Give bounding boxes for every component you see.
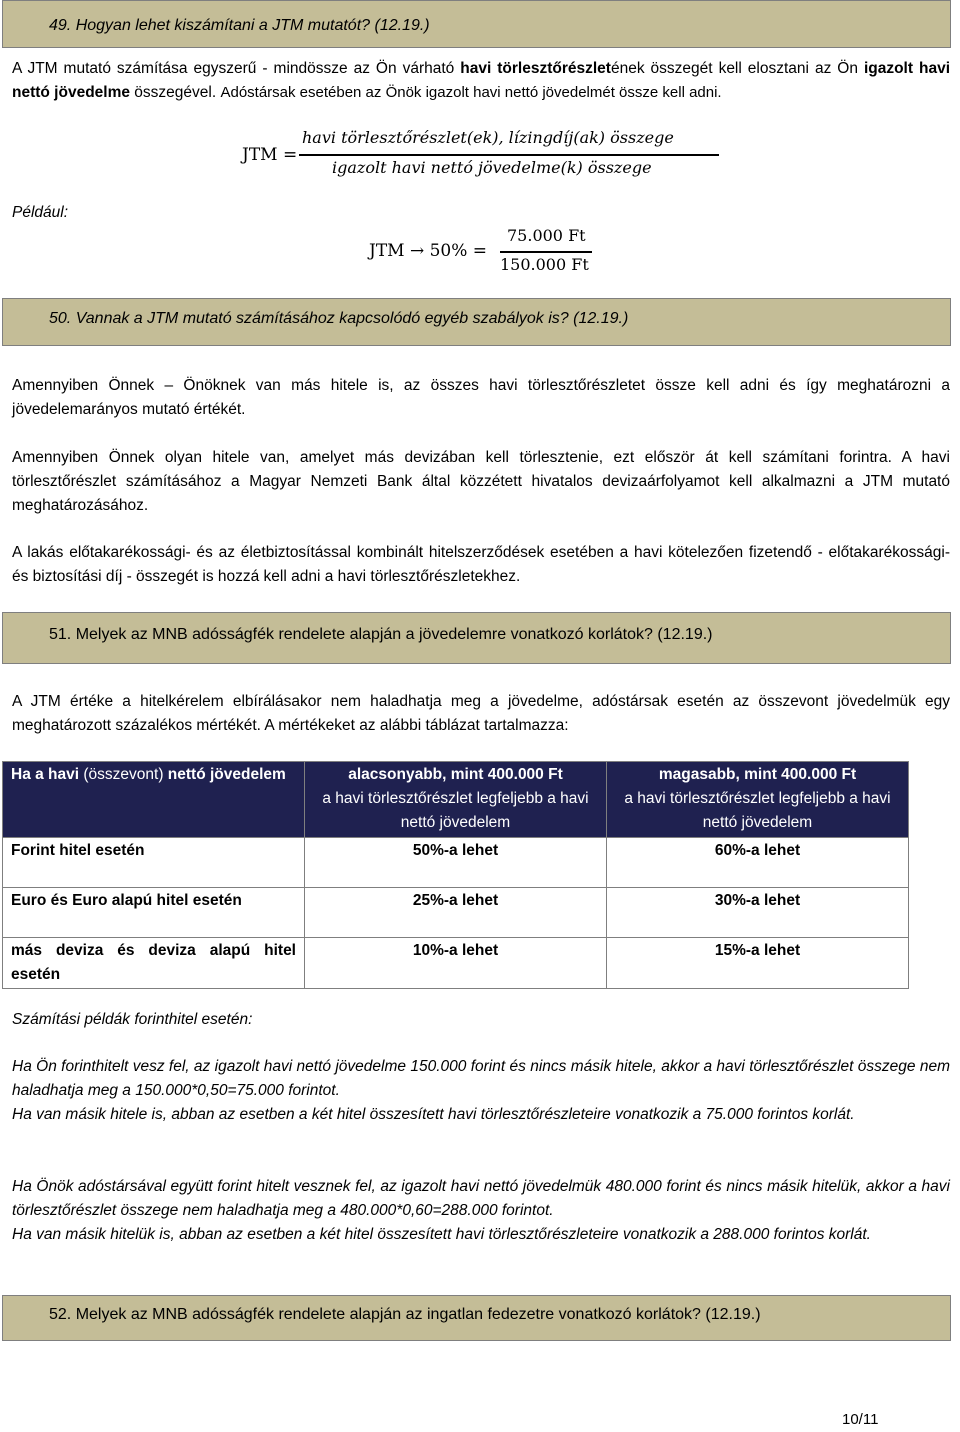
table-header-row [3,762,909,838]
section-49-intro [12,57,950,105]
example-3: Ha Önök adóstársával együtt forint hitelt vesznek fel, az igazolt havi nettó jövedelmük 480.000 forint és nincs másik hitelük, akkor a havi törlesztőrészlet összege nem haladhatja meg a 480.000*0,60=288.000 forintot. [12,1178,950,1219]
examples-title: Számítási példák forinthitel esetén: [12,1011,253,1028]
row-low-value: 50%-a lehet [305,838,607,888]
intro-text-4: Adóstársak esetében az Önök igazolt havi nettó jövedelmét össze kell adni. [220,84,722,101]
formula-numerator [302,128,674,147]
example-denominator: 150.000 Ft [500,255,589,274]
example-1: Ha Ön forinthitelt vesz fel, az igazolt havi nettó jövedelme 150.000 forint és nincs másik hitele, akkor a havi törlesztőrészlet összege nem haladhatja meg a 150.000*0,50=75.000 forintot. [12,1058,950,1099]
table-row [3,838,909,888]
formula-numerator-text: havi törlesztőrészlet(ek), lízingdíj(ak) összege [302,128,674,147]
row-label: Forint hitel esetén [3,838,305,888]
section-50-heading: 50. Vannak a JTM mutató számításához kapcsolódó egyéb szabályok is? (12.19.) [49,310,629,327]
intro-text-3: összegével. [130,84,221,101]
example-2: Ha van másik hitele is, abban az esetben a két hitel összesített havi törlesztőrészleteire vonatkozik a 75.000 forintos korlát. [12,1106,855,1123]
table-header-label [3,762,305,838]
table-header-high-income [607,762,909,838]
high-income-subtitle: a havi törlesztőrészlet legfeljebb a havi nettó jövedelem [624,790,891,831]
row-high-value: 15%-a lehet [607,938,909,989]
low-income-subtitle: a havi törlesztőrészlet legfeljebb a havi nettó jövedelem [322,790,589,831]
example-4: Ha van másik hitelük is, abban az esetben a két hitel összesített havi törlesztőrészleteire vonatkozik a 288.000 forintos korlát. [12,1226,871,1243]
intro-bold-2: igazolt havi nettó jövedelme [12,60,951,101]
example-lhs: JTM → 50% = [369,241,488,261]
formula-denominator [332,158,652,177]
header-label-part-3: nettó jövedelem [163,766,286,783]
row-high-value: 60%-a lehet [607,838,909,888]
formula-lhs: JTM = [242,145,298,165]
section-49-heading: 49. Hogyan lehet kiszámítani a JTM mutatót? (12.19.) [49,17,430,34]
table-row [3,888,909,938]
intro-text-2: ének összegét kell elosztani az Ön [610,60,864,77]
formula-fraction-line [299,154,719,156]
section-50-paragraph-2: Amennyiben Önnek olyan hitele van, amelyet más devizában kell törlesztenie, ezt először át kell számítani forintra. A havi törlesztőrészlet számításához a Magyar Nemzeti Bank által közzétett hivatalos devizaárfolyamot kell alkalmazni a JTM mutató meghatározásához. [12,449,950,514]
section-50-paragraph-1: Amennyiben Önnek – Önöknek van más hitele is, az összes havi törlesztőrészletet össze kell adni és így meghatározni a jövedelemarányos mutató értékét. [12,377,950,418]
example-label: Például: [12,204,69,221]
example-numerator: 75.000 Ft [507,226,586,245]
section-50-paragraph-3: A lakás előtakarékossági- és az életbiztosítással kombinált hitelszerződések esetében a havi kötelezően fizetendő - előtakarékossági- és biztosítási díj - összegét is hozzá kell adni a havi törlesztőrészletekhez. [12,544,950,585]
header-label-part-2: (összevont) [83,766,164,783]
header-label-part-1: Ha a havi [11,766,84,783]
intro-bold-1: havi törlesztőrészlet [460,60,611,77]
section-51-heading: 51. Melyek az MNB adósságfék rendelete alapján a jövedelemre vonatkozó korlátok? (12.19.) [49,626,713,643]
row-high-value: 30%-a lehet [607,888,909,938]
table-row [3,938,909,989]
example-fraction-line [500,251,592,253]
row-label: más deviza és deviza alapú hitel esetén [3,938,305,989]
section-52-heading: 52. Melyek az MNB adósságfék rendelete alapján az ingatlan fedezetre vonatkozó korlátok? (12.19.) [49,1306,761,1323]
table-header-low-income [305,762,607,838]
row-low-value: 25%-a lehet [305,888,607,938]
low-income-title: alacsonyabb, mint 400.000 Ft [348,766,563,783]
page-number: 10/11 [842,1411,879,1428]
formula-denominator-text: igazolt havi nettó jövedelme(k) összege [332,158,652,177]
intro-text-1: A JTM mutató számítása egyszerű - mindössze az Ön várható [12,60,461,77]
section-51-paragraph: A JTM értéke a hitelkérelem elbírálásakor nem haladhatja meg a jövedelme, adóstársak esetén az összevont jövedelmük egy meghatározott százalékos mértékét. A mértékeket az alábbi táblázat tartalmazza: [12,693,950,734]
high-income-title: magasabb, mint 400.000 Ft [658,766,857,783]
row-label: Euro és Euro alapú hitel esetén [3,888,305,938]
income-limits-table [2,761,909,989]
row-low-value: 10%-a lehet [305,938,607,989]
